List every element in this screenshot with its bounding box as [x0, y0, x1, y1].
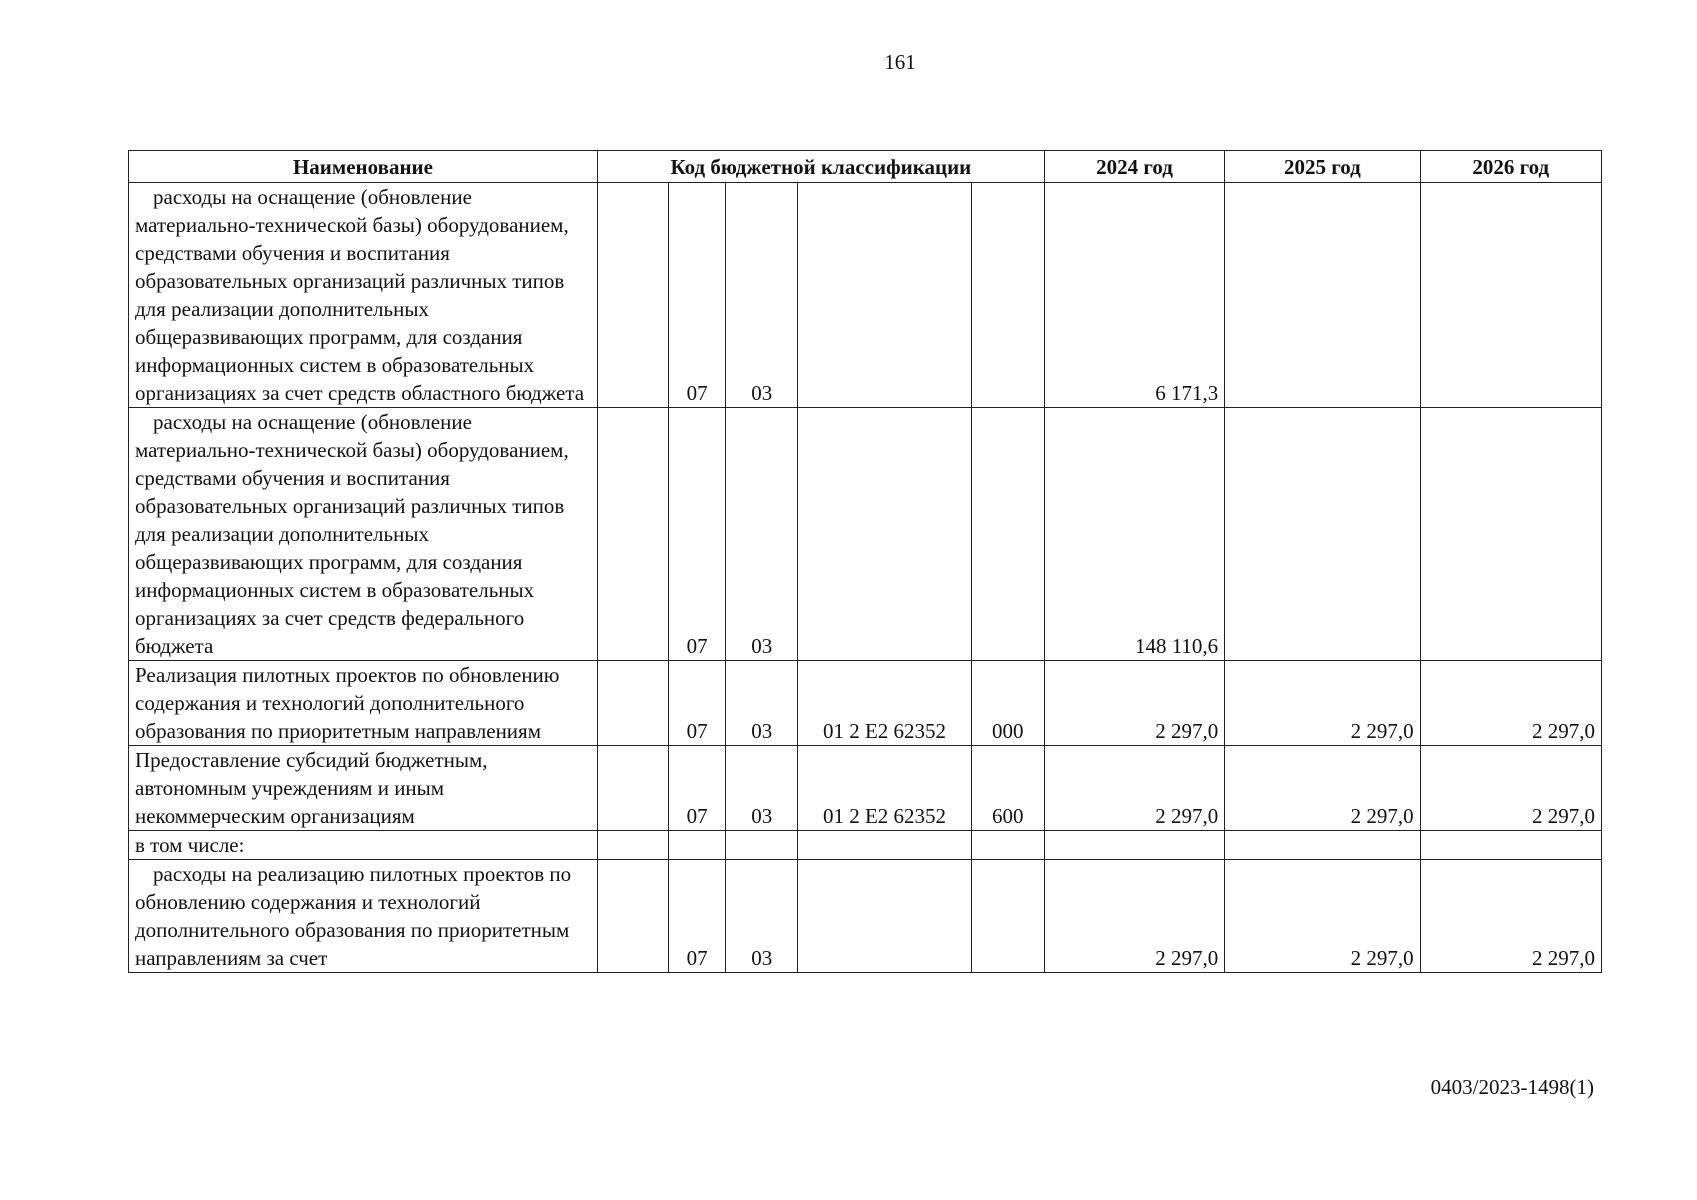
row-name: Предоставление субсидий бюджетным, автономным учреждениям и иным некоммерческим организациям — [129, 746, 598, 831]
value-2025 — [1225, 408, 1420, 661]
code-target-article — [798, 831, 971, 860]
value-2025: 2 297,0 — [1225, 661, 1420, 746]
table-row — [129, 183, 1602, 408]
code-target-article — [798, 183, 971, 408]
table-row — [129, 860, 1602, 973]
value-2024: 6 171,3 — [1044, 183, 1224, 408]
row-name: расходы на оснащение (обновление материально-технической базы) оборудованием, средствами обучения и воспитания образовательных организаций различных типов для реализации дополнительных общеразвивающих программ, для создания информационных систем в образовательных организациях за счет средств федерального бюджета — [129, 408, 598, 661]
code-segment-1 — [597, 831, 668, 860]
table-header-row — [129, 151, 1602, 183]
value-2026: 2 297,0 — [1420, 860, 1601, 973]
code-expense-type — [971, 183, 1044, 408]
code-subsection: 03 — [726, 746, 798, 831]
code-subsection: 03 — [726, 661, 798, 746]
table-row — [129, 661, 1602, 746]
row-name: расходы на оснащение (обновление материально-технической базы) оборудованием, средствами обучения и воспитания образовательных организаций различных типов для реализации дополнительных общеразвивающих программ, для создания информационных систем в образовательных организациях за счет средств областного бюджета — [129, 183, 598, 408]
code-section: 07 — [669, 408, 726, 661]
table-row — [129, 408, 1602, 661]
value-2026: 2 297,0 — [1420, 661, 1601, 746]
code-segment-1 — [597, 746, 668, 831]
code-expense-type — [971, 831, 1044, 860]
value-2026 — [1420, 831, 1601, 860]
value-2024 — [1044, 831, 1224, 860]
value-2025 — [1225, 831, 1420, 860]
value-2024: 2 297,0 — [1044, 661, 1224, 746]
code-section: 07 — [669, 661, 726, 746]
value-2026 — [1420, 408, 1601, 661]
table-row — [129, 831, 1602, 860]
value-2025: 2 297,0 — [1225, 860, 1420, 973]
code-segment-1 — [597, 408, 668, 661]
code-segment-1 — [597, 860, 668, 973]
header-2026: 2026 год — [1420, 151, 1601, 183]
code-target-article: 01 2 E2 62352 — [798, 746, 971, 831]
code-segment-1 — [597, 183, 668, 408]
code-subsection — [726, 831, 798, 860]
document-code: 0403/2023-1498(1) — [1430, 1075, 1594, 1099]
row-name: в том числе: — [129, 831, 598, 860]
code-section — [669, 831, 726, 860]
code-expense-type — [971, 860, 1044, 973]
code-expense-type — [971, 408, 1044, 661]
header-code: Код бюджетной классификации — [597, 151, 1044, 183]
row-name: Реализация пилотных проектов по обновлению содержания и технологий дополнительного образования по приоритетным направлениям — [129, 661, 598, 746]
code-target-article — [798, 408, 971, 661]
header-name: Наименование — [129, 151, 598, 183]
value-2024: 148 110,6 — [1044, 408, 1224, 661]
value-2025: 2 297,0 — [1225, 746, 1420, 831]
value-2026 — [1420, 183, 1601, 408]
code-expense-type: 000 — [971, 661, 1044, 746]
code-expense-type: 600 — [971, 746, 1044, 831]
header-2025: 2025 год — [1225, 151, 1420, 183]
value-2024: 2 297,0 — [1044, 860, 1224, 973]
code-section: 07 — [669, 746, 726, 831]
page-number: 161 — [884, 50, 916, 74]
header-2024: 2024 год — [1044, 151, 1224, 183]
code-section: 07 — [669, 183, 726, 408]
row-name: расходы на реализацию пилотных проектов по обновлению содержания и технологий дополнительного образования по приоритетным направлениям за счет — [129, 860, 598, 973]
code-section: 07 — [669, 860, 726, 973]
value-2026: 2 297,0 — [1420, 746, 1601, 831]
code-subsection: 03 — [726, 408, 798, 661]
value-2025 — [1225, 183, 1420, 408]
value-2024: 2 297,0 — [1044, 746, 1224, 831]
table-row — [129, 746, 1602, 831]
code-target-article — [798, 860, 971, 973]
code-target-article: 01 2 E2 62352 — [798, 661, 971, 746]
code-segment-1 — [597, 661, 668, 746]
code-subsection: 03 — [726, 860, 798, 973]
code-subsection: 03 — [726, 183, 798, 408]
budget-table — [128, 150, 1602, 973]
